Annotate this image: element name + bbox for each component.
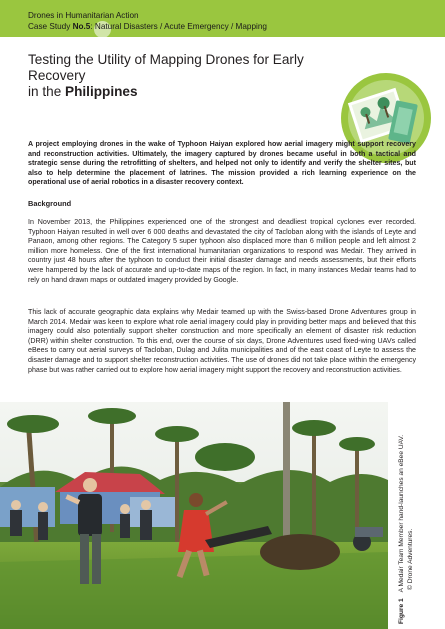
case-number: No.5 (72, 22, 91, 31)
background-paragraph-1: In November 2013, the Philippines experienced one of the strongest and deadliest tropical cyclones ever recorded. Typhoon Haiyan resulted in well over 6 000 deaths and devastated the city of Tacloban along with the islands of Leyte and Panaon, among other regions. The Category 5 super typhoon also displaced more than 6 million people and left almost 2 million more homeless. One of the first international humanitarian organizations to respond was Medair. They arrived in country just 48 hours after the typhoon to conduct their initial disaster damage and needs assessments, but their efforts were hampered by the lack of accurate and up-to-date maps of the region. In fact, in many instances Medair teams had to rely on hand drawn maps or outdated imagery provided by Google. (28, 218, 416, 284)
figure-caption (393, 402, 429, 624)
figure-caption-line1: A Medair Team Member hand-launches an eBee UAV. (398, 434, 405, 593)
title-in-the: in the (28, 84, 66, 99)
page-title (28, 52, 328, 100)
series-title: Drones in Humanitarian Action (28, 11, 139, 20)
background-heading: Background (28, 199, 72, 208)
case-study-line (28, 21, 267, 32)
document-header (28, 10, 267, 32)
title-line1: Testing the Utility of Mapping Drones for Early Recovery (28, 52, 304, 83)
figure-photo (0, 402, 388, 629)
figure-caption-line2: © Drone Adventures. (407, 528, 414, 590)
case-prefix: Case Study (28, 22, 73, 31)
case-topics: : Natural Disasters / Acute Emergency / Mapping (90, 22, 267, 31)
title-country: Philippines (65, 84, 138, 99)
background-paragraph-2: This lack of accurate geographic data explains why Medair teamed up with the Swiss-based Drone Adventures group in March 2014. Medair was keen to explore what role aerial imagery could play in providing better maps and believed that this imagery could also potentially support shelter construction and more specifically an element of disaster risk reduction (DRR) within shelter construction. To this end, over the course of six days, Drone Adventures used fixed-wing UAVs called eBees to carry out aerial surveys of Tacloban, Dulag and Julita municipalities and of the east coast of Leyte to assess the disaster damage and to support shelter reconstruction activities. The use of drones did not take place within the emergency phase but was rather carried out to explore how aerial imagery might support the recovery and reconstruction activities. (28, 308, 416, 374)
figure-label: Figure 1 (398, 598, 405, 624)
summary-paragraph: A project employing drones in the wake of Typhoon Haiyan explored how aerial imagery might support recovery and reconstruction activities. Ultimately, the imagery captured by drones became useful in both a tactical and strategic sense during the retrofitting of shelters, and helped not only to identify and verify the shelter sites, but also to help determine the placement of latrines. The mission provided a rich learning experience on the operational use of aerial robotics in a disaster recovery context. (28, 140, 416, 187)
